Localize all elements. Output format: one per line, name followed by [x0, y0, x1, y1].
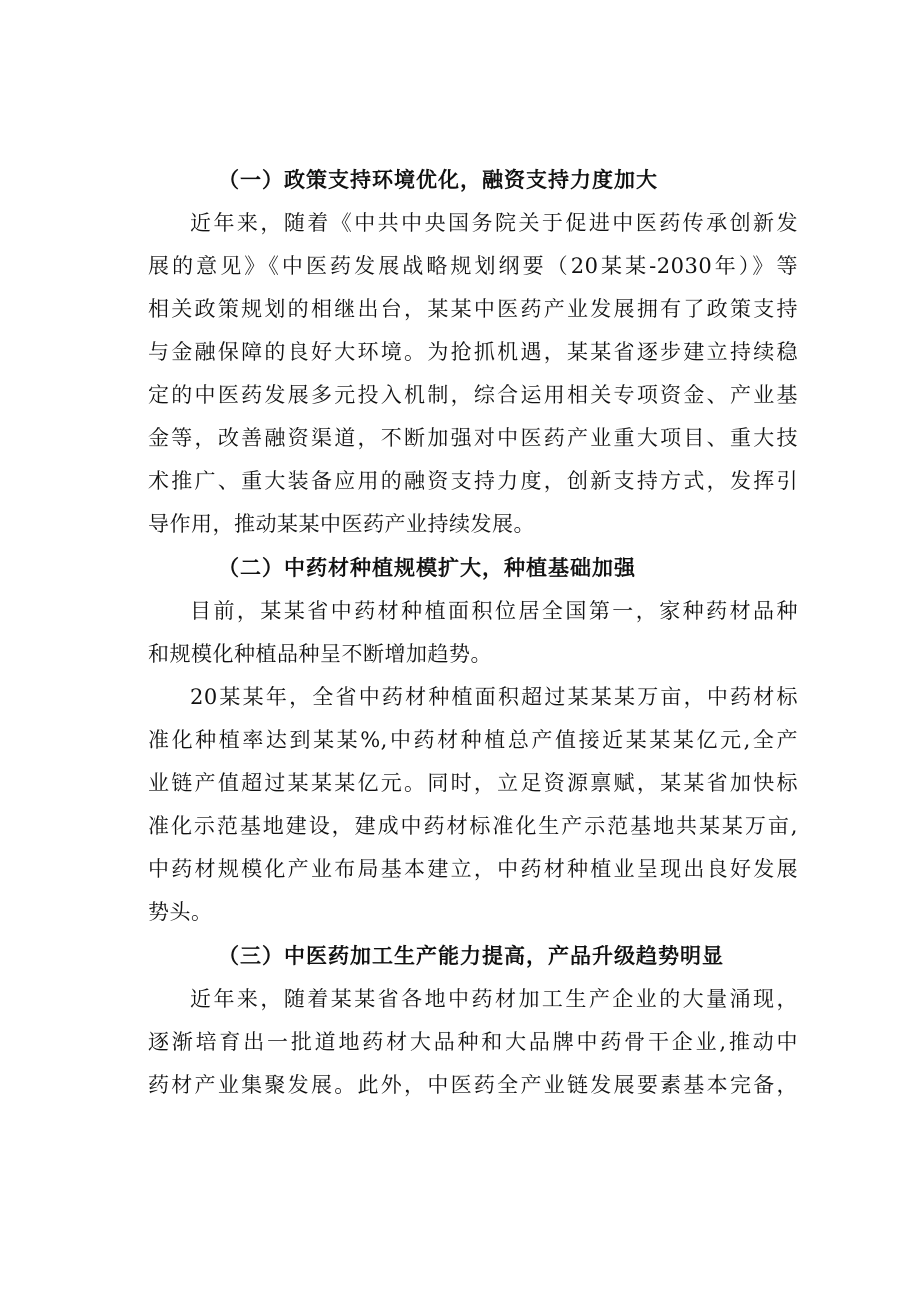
paragraph [148, 590, 798, 676]
paragraph-line: 中药材规模化产业布局基本建立，中药材种植业呈现出良好发展 [148, 857, 798, 881]
paragraph-line: 准化种植率达到某某%,中药材种植总产值接近某某某亿元,全产 [148, 728, 798, 752]
section-heading: （一）政策支持环境优化，融资支持力度加大 [218, 167, 658, 192]
paragraph-line: 金等，改善融资渠道，不断加强对中医药产业重大项目、重大技 [148, 426, 798, 450]
paragraph [148, 978, 798, 1107]
paragraph-line: 相关政策规划的相继出台，某某中医药产业发展拥有了政策支持 [148, 297, 798, 321]
document-body [148, 158, 798, 1107]
paragraph-line: 势头。 [148, 900, 213, 924]
paragraph [148, 676, 798, 934]
section-heading: （三）中医药加工生产能力提高，产品升级趋势明显 [218, 943, 724, 968]
paragraph-line: 业链产值超过某某某亿元。同时，立足资源禀赋，某某省加快标 [148, 771, 798, 795]
paragraph-line: 术推广、重大装备应用的融资支持力度，创新支持方式，发挥引 [148, 469, 798, 493]
paragraph-line: 与金融保障的良好大环境。为抢抓机遇，某某省逐步建立持续稳 [148, 340, 798, 364]
paragraph-line: 定的中医药发展多元投入机制，综合运用相关专项资金、产业基 [148, 383, 798, 407]
paragraph-line: 展的意见》《中医药发展战略规划纲要（20某某-2030年）》等 [148, 254, 798, 278]
paragraph-line: 20某某年，全省中药材种植面积超过某某某万亩，中药材标 [190, 685, 798, 709]
paragraph-line: 导作用，推动某某中医药产业持续发展。 [148, 512, 535, 536]
paragraph-line: 和规模化种植品种呈不断增加趋势。 [148, 642, 492, 666]
section-heading: （二）中药材种植规模扩大，种植基础加强 [218, 555, 636, 580]
paragraph-line: 逐渐培育出一批道地药材大品种和大品牌中药骨干企业,推动中 [148, 1030, 798, 1054]
paragraph-line: 近年来，随着某某省各地中药材加工生产企业的大量涌现， [190, 987, 798, 1011]
paragraph-line: 药材产业集聚发展。此外，中医药全产业链发展要素基本完备， [148, 1073, 798, 1097]
paragraph [148, 202, 798, 546]
paragraph-line: 近年来，随着《中共中央国务院关于促进中医药传承创新发 [190, 211, 798, 235]
paragraph-line: 目前，某某省中药材种植面积位居全国第一，家种药材品种 [190, 599, 798, 623]
paragraph-line: 准化示范基地建设，建成中药材标准化生产示范基地共某某万亩, [148, 814, 798, 838]
